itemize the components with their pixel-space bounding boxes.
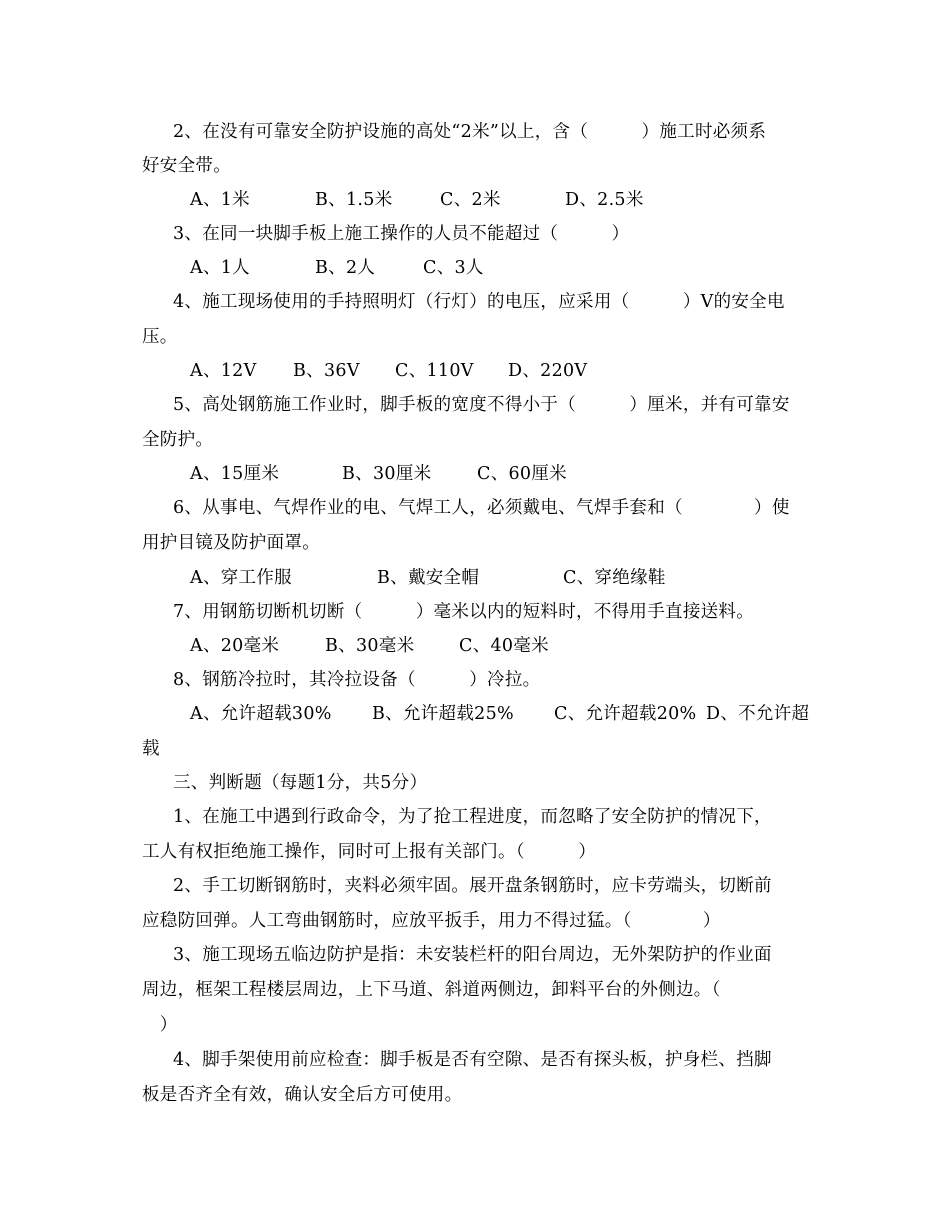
question-7-line-1: 7、用钢筋切断机切断（ ）毫米以内的短料时，不得用手直接送料。 xyxy=(173,602,755,622)
question-8-line-1: 8、钢筋冷拉时，其冷拉设备（ ）冷拉。 xyxy=(173,670,541,690)
option-c: C、2米 xyxy=(440,190,501,210)
question-8-options-wrap: 载 xyxy=(142,739,160,759)
option-b: B、30毫米 xyxy=(325,636,415,656)
question-6-line-2: 用护目镜及防护面罩。 xyxy=(142,533,320,553)
judgment-1-line-2: 工人有权拒绝施工操作，同时可上报有关部门。（ ） xyxy=(142,842,597,862)
judgment-2-line-1: 2、手工切断钢筋时，夹料必须牢固。展开盘条钢筋时，应卡劳端头，切断前 xyxy=(173,876,772,896)
option-a: A、1人 xyxy=(190,258,250,278)
option-b: B、2人 xyxy=(315,258,376,278)
question-2-line-1: 2、在没有可靠安全防护设施的高处“2米”以上，含（ ）施工时必须系 xyxy=(173,122,767,142)
option-c: C、允许超载20% xyxy=(554,704,697,724)
option-d: D、不允许超 xyxy=(706,704,810,724)
question-5-line-1: 5、高处钢筋施工作业时，脚手板的宽度不得小于（ ）厘米，并有可靠安 xyxy=(173,395,790,415)
option-a: A、12V xyxy=(190,361,257,381)
option-a: A、允许超载30% xyxy=(190,704,332,724)
option-c: C、110V xyxy=(395,361,474,381)
question-2-line-2: 好安全带。 xyxy=(142,156,231,176)
option-a: A、20毫米 xyxy=(190,636,280,656)
question-6-options xyxy=(190,566,862,590)
judgment-2-line-2: 应稳防回弹。人工弯曲钢筋时，应放平扳手，用力不得过猛。（ ） xyxy=(142,911,721,931)
question-2-options xyxy=(190,188,862,212)
option-c: C、40毫米 xyxy=(459,636,549,656)
option-b: B、允许超载25% xyxy=(372,704,514,724)
question-4-options xyxy=(190,359,862,383)
question-7-options xyxy=(190,634,862,658)
question-5-options xyxy=(190,462,862,486)
judgment-1-line-1: 1、在施工中遇到行政命令，为了抢工程进度，而忽略了安全防护的情况下， xyxy=(173,807,772,827)
option-a: A、穿工作服 xyxy=(190,568,292,588)
judgment-4-line-1: 4、脚手架使用前应检查：脚手板是否有空隙、是否有探头板，护身栏、挡脚 xyxy=(173,1050,772,1070)
section-3-heading: 三、判断题（每题1分，共5分） xyxy=(173,773,428,793)
option-d: D、2.5米 xyxy=(565,190,644,210)
option-c: C、穿绝缘鞋 xyxy=(563,568,666,588)
option-b: B、36V xyxy=(293,361,360,381)
option-b: B、戴安全帽 xyxy=(377,568,480,588)
question-3-line-1: 3、在同一块脚手板上施工操作的人员不能超过（ ） xyxy=(173,224,630,244)
question-8-options xyxy=(190,702,862,726)
judgment-3-line-3: ） xyxy=(142,1015,178,1035)
question-4-line-2: 压。 xyxy=(142,327,178,347)
option-d: D、220V xyxy=(508,361,588,381)
question-4-line-1: 4、施工现场使用的手持照明灯（行灯）的电压，应采用（ ）V的安全电 xyxy=(173,292,785,312)
judgment-3-line-2: 周边，框架工程楼层周边，上下马道、斜道两侧边，卸料平台的外侧边。（ xyxy=(142,980,721,1000)
question-5-line-2: 全防护。 xyxy=(142,430,214,450)
judgment-3-line-1: 3、施工现场五临边防护是指：未安装栏杆的阳台周边，无外架防护的作业面 xyxy=(173,945,772,965)
question-3-options xyxy=(190,256,862,280)
option-b: B、30厘米 xyxy=(342,464,432,484)
question-6-line-1: 6、从事电、气焊作业的电、气焊工人，必须戴电、气焊手套和（ ）使 xyxy=(173,498,790,518)
option-c: C、3人 xyxy=(423,258,484,278)
option-a: A、1米 xyxy=(190,190,250,210)
option-b: B、1.5米 xyxy=(315,190,393,210)
option-a: A、15厘米 xyxy=(190,464,280,484)
judgment-4-line-2: 板是否齐全有效，确认安全后方可使用。 xyxy=(142,1085,463,1105)
option-c: C、60厘米 xyxy=(477,464,567,484)
